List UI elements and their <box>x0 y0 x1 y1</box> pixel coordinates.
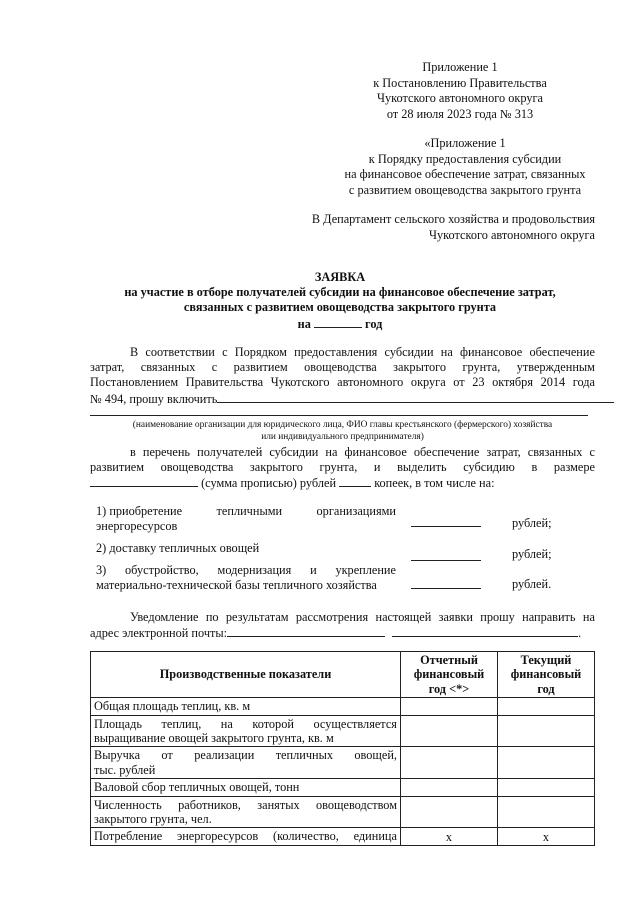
word: рассмотрения <box>295 610 369 624</box>
word: 3) <box>96 563 107 577</box>
word: модернизация <box>217 563 292 577</box>
word: укрепление <box>335 563 396 577</box>
word: связанных <box>140 360 196 375</box>
word: Порядком <box>234 345 287 359</box>
organization-caption: (наименование организации для юридического лица, ФИО главы крестьянского (фермерского) хозяйства или индивидуального предпринимателя) <box>132 420 553 443</box>
appendix-line: Чукотского автономного округа <box>377 91 543 106</box>
word: выделить <box>397 460 447 475</box>
table-cell[interactable] <box>401 779 498 796</box>
table-header: Производственные показатели <box>91 652 401 698</box>
amount-blank-2[interactable] <box>411 560 481 561</box>
word: соответствии <box>145 345 215 359</box>
word: обеспечение <box>413 445 480 459</box>
word: и <box>373 460 381 475</box>
amount-blank-1[interactable] <box>411 526 481 527</box>
word: автономного <box>337 375 404 390</box>
request-paragraph <box>90 445 595 492</box>
word: грунта, <box>319 460 358 475</box>
table-row: Численность работников, занятых овощеводством закрытого грунта, чел. <box>91 796 595 828</box>
addressee-line: Чукотского автономного округа <box>429 227 595 242</box>
title-line: на участие в отборе получателей субсидии на финансовое обеспечение затрат, <box>124 285 556 300</box>
word: единица <box>353 829 397 844</box>
addressee-line: В Департамент сельского хозяйства и продовольствия <box>311 212 595 226</box>
word: прошу <box>480 610 515 624</box>
word: затрат, <box>486 445 521 459</box>
kopecks-blank[interactable] <box>339 475 371 487</box>
table-cell[interactable] <box>401 715 498 747</box>
word: В <box>130 345 139 359</box>
title-year: на год <box>297 316 383 331</box>
order-appendix-header <box>330 136 600 198</box>
word: перечень <box>142 445 191 459</box>
word: обустройство, <box>125 563 199 577</box>
word: предоставления <box>294 345 378 359</box>
paragraph-line <box>90 375 595 390</box>
intro-paragraph <box>90 345 595 407</box>
paragraph-line: (сумма прописью) рублей копеек, в том числе на: <box>90 475 595 491</box>
word: октября <box>492 375 533 390</box>
word: с <box>589 445 595 459</box>
table-header: Отчетный финансовый год <*> <box>401 652 498 698</box>
unit-label: рублей; <box>512 547 552 561</box>
appendix-line: к Постановлению Правительства <box>373 75 547 90</box>
word: направить <box>522 610 576 624</box>
word: на <box>220 716 233 731</box>
table-row: Площадь теплиц, на которой осуществляется выращивание овощей закрытого грунта, кв. м <box>91 715 595 747</box>
word: закрытого <box>393 360 447 375</box>
word: тепличными <box>216 504 283 518</box>
word: осуществляется <box>313 716 397 731</box>
table-header-row <box>91 652 595 698</box>
word: энергоресурсов <box>176 829 259 844</box>
word: организациями <box>316 504 396 518</box>
word: обеспечение <box>529 345 595 359</box>
word: Правительства <box>185 375 264 390</box>
word: с <box>222 345 228 359</box>
appendix-line: Приложение 1 <box>422 60 498 74</box>
appendix-line: «Приложение 1 <box>424 136 506 150</box>
email-blank-1[interactable] <box>227 625 385 637</box>
appendix-line: с развитием овощеводства закрытого грунта <box>348 182 582 197</box>
amount-blank-3[interactable] <box>411 588 481 589</box>
word: в <box>130 445 136 459</box>
word: затрат, <box>90 360 125 375</box>
word: настоящей <box>375 610 432 624</box>
word: Уведомление <box>130 610 199 624</box>
word: субсидию <box>463 460 515 475</box>
word: по <box>205 610 219 624</box>
table-cell[interactable] <box>498 715 595 747</box>
notice-paragraph <box>90 610 595 641</box>
table-cell[interactable] <box>401 796 498 828</box>
word: на <box>440 345 453 359</box>
word: Выручка <box>94 748 141 763</box>
organization-name-blank[interactable] <box>217 391 614 403</box>
application-title <box>60 270 620 332</box>
addressee <box>290 212 595 243</box>
year-blank[interactable] <box>314 316 362 328</box>
word: и <box>310 563 317 577</box>
appendix-line: на финансовое обеспечение затрат, связанных <box>344 167 586 182</box>
production-indicators-table <box>90 651 595 846</box>
title-heading: ЗАЯВКА <box>314 270 366 284</box>
table-cell[interactable] <box>498 698 595 715</box>
word: года <box>572 375 595 390</box>
word: финансовое <box>460 345 523 359</box>
table-cell[interactable] <box>401 747 498 779</box>
word: которой <box>252 716 294 731</box>
word: результатам <box>225 610 289 624</box>
table-row: Выручка от реализации тепличных овощей, тыс. рублей <box>91 747 595 779</box>
word: Чукотского <box>270 375 330 390</box>
word: Постановлением <box>90 375 179 390</box>
table-row <box>91 828 595 846</box>
word: грунта, <box>462 360 501 375</box>
word: овощеводством <box>316 797 397 812</box>
paragraph-line <box>90 360 595 375</box>
word: реализации <box>194 748 255 763</box>
word: Численность <box>94 797 162 812</box>
word: утвержденным <box>516 360 595 375</box>
table-cell: x <box>498 828 595 846</box>
appendix-line: от 28 июля 2023 года № 313 <box>386 106 534 121</box>
amount-words-blank[interactable] <box>90 475 198 487</box>
purpose-item-2: 2) доставку тепличных овощей <box>96 541 260 555</box>
word: связанных <box>527 445 583 459</box>
word: тепличных <box>275 748 333 763</box>
word: субсидии <box>269 445 319 459</box>
word: получателей <box>197 445 263 459</box>
paragraph-line <box>90 610 595 625</box>
word: занятых <box>257 797 300 812</box>
word: Площадь <box>94 716 142 731</box>
table-cell[interactable] <box>498 747 595 779</box>
word: на <box>325 445 338 459</box>
word: 23 <box>472 375 485 390</box>
word: заявки <box>438 610 473 624</box>
table-cell[interactable] <box>401 698 498 715</box>
table-header: Текущий финансовый год <box>498 652 595 698</box>
purpose-item-1: 1) приобретение тепличными организациями энергоресурсов <box>96 504 396 533</box>
word: на <box>582 610 595 624</box>
word: в <box>531 460 538 475</box>
paragraph-line <box>90 460 595 475</box>
word: от <box>161 748 173 763</box>
unit-label: рублей. <box>512 577 552 591</box>
word: Потребление <box>94 829 163 844</box>
word: финансовое <box>344 445 407 459</box>
word: овощей, <box>354 748 397 763</box>
paragraph-line <box>90 445 595 460</box>
word: овощеводства <box>304 360 377 375</box>
word: субсидии <box>384 345 434 359</box>
email-blank-2[interactable] <box>392 625 578 637</box>
table-cell[interactable] <box>498 796 595 828</box>
word: развитием <box>90 460 145 475</box>
word: закрытого <box>249 460 303 475</box>
paragraph-line: № 494, прошу включить <box>90 391 595 407</box>
word: округа <box>410 375 446 390</box>
paragraph-line: адрес электронной почты: . <box>90 626 582 641</box>
title-line: связанных с развитием овощеводства закрытого грунта <box>183 300 497 315</box>
word: 1) приобретение <box>96 504 183 518</box>
word: работников, <box>178 797 241 812</box>
table-row: Общая площадь теплиц, кв. м <box>91 698 595 715</box>
word: размере <box>553 460 595 475</box>
organization-name-blank-2[interactable] <box>90 415 588 416</box>
word: 2014 <box>540 375 566 390</box>
table-cell: x <box>401 828 498 846</box>
appendix-line: к Порядку предоставления субсидии <box>368 151 562 166</box>
paragraph-line <box>90 345 595 360</box>
unit-label: рублей; <box>512 516 552 530</box>
word: с <box>211 360 218 375</box>
word: теплиц, <box>161 716 202 731</box>
word: овощеводства <box>160 460 234 475</box>
appendix-header <box>360 60 560 122</box>
table-row: Валовой сбор тепличных овощей, тонн <box>91 779 595 796</box>
purpose-item-3: 3) обустройство, модернизация и укрепление материально-технической базы тепличного хозяйства <box>96 563 396 592</box>
word: (количество, <box>272 829 339 844</box>
table-cell[interactable] <box>498 779 595 796</box>
word: от <box>453 375 465 390</box>
word: развитием <box>233 360 288 375</box>
